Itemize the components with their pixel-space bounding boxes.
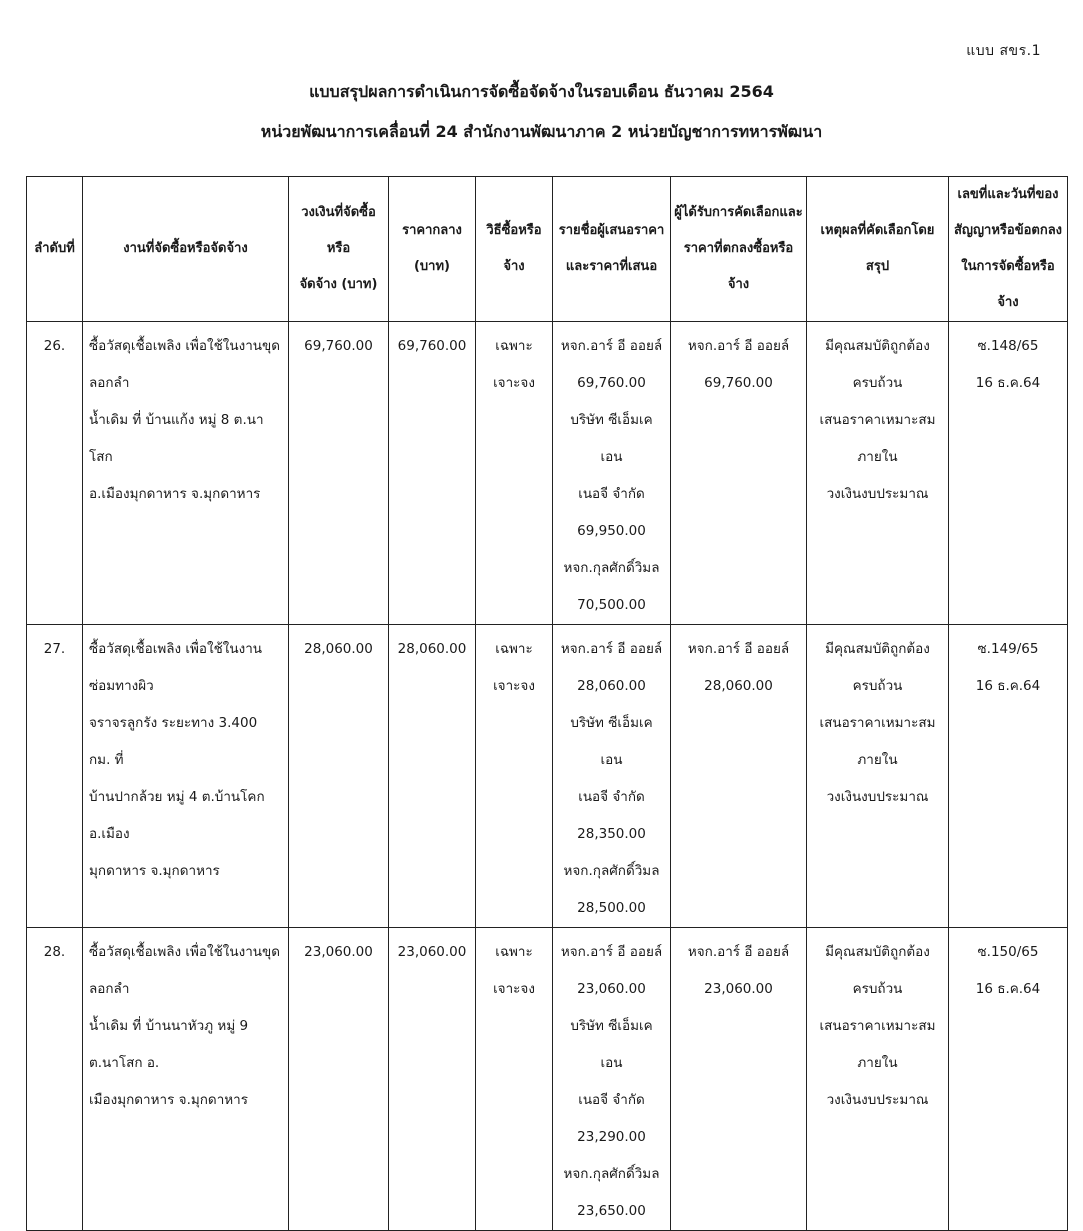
cell-method: เฉพาะเจาะจง: [476, 322, 553, 625]
cell-budget: 69,760.00: [289, 322, 389, 625]
cell-work: ซื้อวัสดุเชื้อเพลิง เพื่อใช้ในงานขุดลอกลำ น้ำเดิม ที่ บ้านแก้ง หมู่ 8 ต.นาโสก อ.เมืองมุกดาหาร จ.มุกดาหาร: [83, 322, 289, 625]
header-bidders: รายชื่อผู้เสนอราคา และราคาที่เสนอ: [553, 177, 671, 322]
header-median-price: ราคากลาง (บาท): [389, 177, 476, 322]
cell-reason: มีคุณสมบัติถูกต้องครบถ้วน เสนอราคาเหมาะสมภายใน วงเงินงบประมาณ: [807, 928, 949, 1231]
cell-budget: 28,060.00: [289, 625, 389, 928]
cell-bidders: หจก.อาร์ อี ออยล์ 28,060.00 บริษัท ซีเอ็มเค เอน เนอจี จำกัด 28,350.00 หจก.กุลศักดิ์วิมล 28,500.00: [553, 625, 671, 928]
cell-no: 26.: [27, 322, 83, 625]
header-contract: เลขที่และวันที่ของ สัญญาหรือข้อตกลง ในการจัดซื้อหรือจ้าง: [949, 177, 1068, 322]
cell-work: ซื้อวัสดุเชื้อเพลิง เพื่อใช้ในงานซ่อมทางผิว จราจรลูกรัง ระยะทาง 3.400 กม. ที่ บ้านปากล้วย หมู่ 4 ต.บ้านโคก อ.เมือง มุกดาหาร จ.มุกดาหาร: [83, 625, 289, 928]
cell-work: ซื้อวัสดุเชื้อเพลิง เพื่อใช้ในงานขุดลอกลำ น้ำเดิม ที่ บ้านนาหัวภู หมู่ 9 ต.นาโสก อ. เมืองมุกดาหาร จ.มุกดาหาร: [83, 928, 289, 1231]
header-reason: เหตุผลที่คัดเลือกโดยสรุป: [807, 177, 949, 322]
table-row: [27, 625, 1068, 928]
procurement-table: [26, 176, 1068, 1231]
cell-reason: มีคุณสมบัติถูกต้องครบถ้วน เสนอราคาเหมาะสมภายใน วงเงินงบประมาณ: [807, 625, 949, 928]
cell-contract: ซ.149/65 16 ธ.ค.64: [949, 625, 1068, 928]
cell-contract: ซ.150/65 16 ธ.ค.64: [949, 928, 1068, 1231]
cell-budget: 23,060.00: [289, 928, 389, 1231]
cell-median-price: 23,060.00: [389, 928, 476, 1231]
header-budget: วงเงินที่จัดซื้อหรือ จัดจ้าง (บาท): [289, 177, 389, 322]
cell-method: เฉพาะเจาะจง: [476, 625, 553, 928]
form-code: แบบ สขร.1: [966, 43, 1041, 59]
cell-winner: หจก.อาร์ อี ออยล์ 23,060.00: [671, 928, 807, 1231]
header-work: งานที่จัดซื้อหรือจัดจ้าง: [83, 177, 289, 322]
cell-bidders: หจก.อาร์ อี ออยล์ 23,060.00 บริษัท ซีเอ็มเค เอน เนอจี จำกัด 23,290.00 หจก.กุลศักดิ์วิมล 23,650.00: [553, 928, 671, 1231]
header-winner: ผู้ได้รับการคัดเลือกและ ราคาที่ตกลงซื้อหรือจ้าง: [671, 177, 807, 322]
table-row: [27, 322, 1068, 625]
cell-winner: หจก.อาร์ อี ออยล์ 69,760.00: [671, 322, 807, 625]
cell-contract: ซ.148/65 16 ธ.ค.64: [949, 322, 1068, 625]
header-no: ลำดับที่: [27, 177, 83, 322]
cell-winner: หจก.อาร์ อี ออยล์ 28,060.00: [671, 625, 807, 928]
header-method: วิธีซื้อหรือจ้าง: [476, 177, 553, 322]
table-header-row: [27, 177, 1068, 322]
table-row: [27, 928, 1068, 1231]
cell-reason: มีคุณสมบัติถูกต้องครบถ้วน เสนอราคาเหมาะสมภายใน วงเงินงบประมาณ: [807, 322, 949, 625]
cell-method: เฉพาะเจาะจง: [476, 928, 553, 1231]
cell-median-price: 69,760.00: [389, 322, 476, 625]
cell-no: 28.: [27, 928, 83, 1231]
document-title: แบบสรุปผลการดำเนินการจัดซื้อจัดจ้างในรอบเดือน ธันวาคม 2564: [309, 82, 774, 101]
cell-median-price: 28,060.00: [389, 625, 476, 928]
cell-bidders: หจก.อาร์ อี ออยล์ 69,760.00 บริษัท ซีเอ็มเค เอน เนอจี จำกัด 69,950.00 หจก.กุลศักดิ์วิมล 70,500.00: [553, 322, 671, 625]
document-subtitle: หน่วยพัฒนาการเคลื่อนที่ 24 สำนักงานพัฒนาภาค 2 หน่วยบัญชาการทหารพัฒนา: [260, 122, 823, 141]
cell-no: 27.: [27, 625, 83, 928]
